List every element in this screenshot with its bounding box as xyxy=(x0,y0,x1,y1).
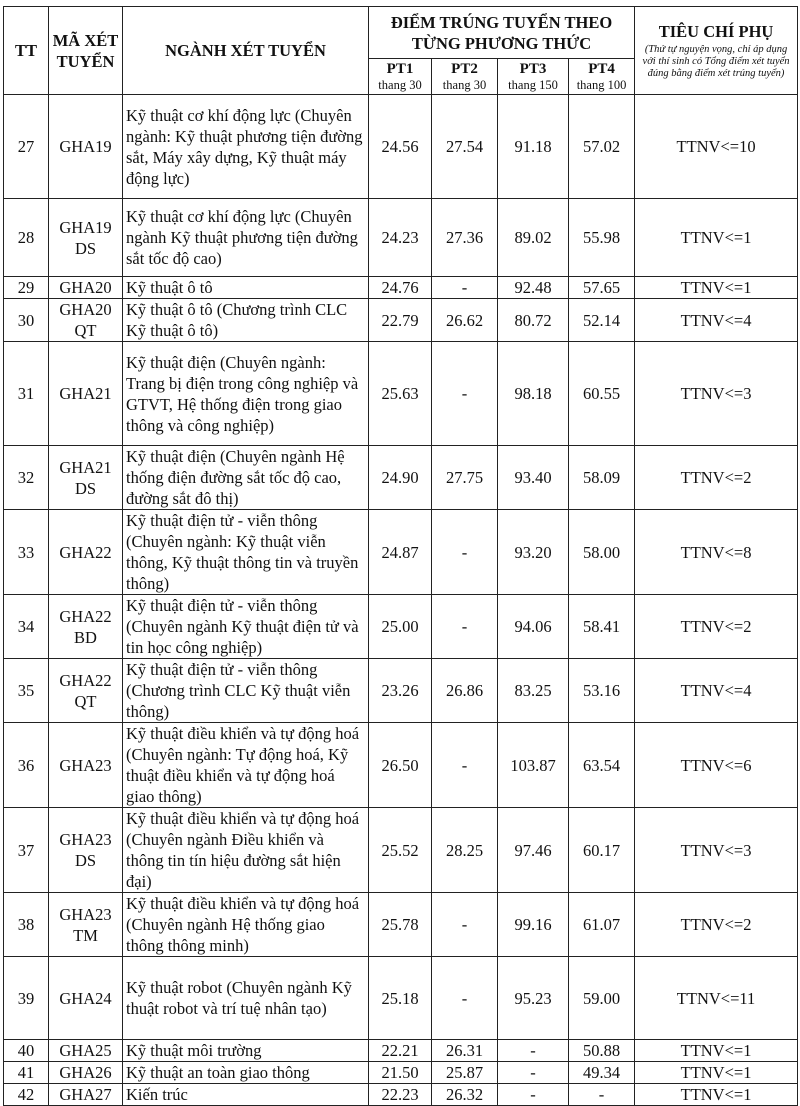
row-pt3-score: - xyxy=(498,1084,569,1106)
row-pt2-score: 25.87 xyxy=(432,1062,498,1084)
row-tt: 34 xyxy=(4,595,49,659)
table-row xyxy=(4,299,798,342)
row-pt1-score: 25.52 xyxy=(369,808,432,893)
row-code: GHA21 xyxy=(49,342,123,446)
row-pt1-score: 22.79 xyxy=(369,299,432,342)
admission-score-table xyxy=(3,6,798,1106)
row-criteria: TTNV<=1 xyxy=(635,1040,798,1062)
row-pt4-score: 61.07 xyxy=(569,893,635,957)
row-pt3-score: 98.18 xyxy=(498,342,569,446)
row-pt4-score: 57.65 xyxy=(569,277,635,299)
row-criteria: TTNV<=11 xyxy=(635,957,798,1040)
row-criteria: TTNV<=10 xyxy=(635,95,798,199)
table-row xyxy=(4,595,798,659)
table-row xyxy=(4,510,798,595)
row-code: GHA23 TM xyxy=(49,893,123,957)
table-row xyxy=(4,199,798,277)
row-pt3-score: 89.02 xyxy=(498,199,569,277)
row-pt4-score: 57.02 xyxy=(569,95,635,199)
row-pt4-score: 58.09 xyxy=(569,446,635,510)
row-criteria: TTNV<=4 xyxy=(635,299,798,342)
header-method-pt3 xyxy=(498,59,569,95)
row-pt1-score: 21.50 xyxy=(369,1062,432,1084)
row-pt4-score: 49.34 xyxy=(569,1062,635,1084)
row-pt3-score: 99.16 xyxy=(498,893,569,957)
row-pt3-score: 93.40 xyxy=(498,446,569,510)
header-tt: TT xyxy=(4,7,49,95)
row-pt2-score: 26.62 xyxy=(432,299,498,342)
row-pt4-score: 50.88 xyxy=(569,1040,635,1062)
table-row xyxy=(4,893,798,957)
row-major: Kỹ thuật ô tô (Chương trình CLC Kỹ thuật ô tô) xyxy=(123,299,369,342)
row-tt: 30 xyxy=(4,299,49,342)
table-row xyxy=(4,659,798,723)
table-row xyxy=(4,723,798,808)
table-row xyxy=(4,95,798,199)
row-criteria: TTNV<=1 xyxy=(635,1062,798,1084)
table-row xyxy=(4,446,798,510)
row-code: GHA27 xyxy=(49,1084,123,1106)
row-tt: 35 xyxy=(4,659,49,723)
row-tt: 33 xyxy=(4,510,49,595)
row-pt3-score: - xyxy=(498,1040,569,1062)
row-major: Kỹ thuật điều khiển và tự động hoá (Chuyên ngành Điều khiển và thông tin tín hiệu đường sắt hiện đại) xyxy=(123,808,369,893)
row-pt4-score: 52.14 xyxy=(569,299,635,342)
row-major: Kỹ thuật ô tô xyxy=(123,277,369,299)
row-pt3-score: 92.48 xyxy=(498,277,569,299)
row-code: GHA23 xyxy=(49,723,123,808)
row-code: GHA20 QT xyxy=(49,299,123,342)
row-pt3-score: 97.46 xyxy=(498,808,569,893)
row-criteria: TTNV<=4 xyxy=(635,659,798,723)
row-pt3-score: - xyxy=(498,1062,569,1084)
row-major: Kỹ thuật môi trường xyxy=(123,1040,369,1062)
row-code: GHA22 BD xyxy=(49,595,123,659)
row-pt1-score: 25.18 xyxy=(369,957,432,1040)
row-pt4-score: 59.00 xyxy=(569,957,635,1040)
row-major: Kỹ thuật điện (Chuyên ngành: Trang bị điện trong công nghiệp và GTVT, Hệ thống điện trong giao thông và công nghiệp) xyxy=(123,342,369,446)
row-code: GHA21 DS xyxy=(49,446,123,510)
row-major: Kiến trúc xyxy=(123,1084,369,1106)
row-pt2-score: - xyxy=(432,957,498,1040)
header-criteria-note: (Thứ tự nguyện vọng, chỉ áp dụng với thí sinh có Tổng điểm xét tuyển đúng bằng điểm xét trúng tuyển) xyxy=(642,44,790,79)
row-code: GHA25 xyxy=(49,1040,123,1062)
row-tt: 28 xyxy=(4,199,49,277)
row-pt4-score: 58.00 xyxy=(569,510,635,595)
row-code: GHA22 xyxy=(49,510,123,595)
table-row xyxy=(4,1062,798,1084)
header-score-group: ĐIỂM TRÚNG TUYỂN THEO TỪNG PHƯƠNG THỨC xyxy=(369,7,635,59)
row-tt: 32 xyxy=(4,446,49,510)
row-major: Kỹ thuật cơ khí động lực (Chuyên ngành: Kỹ thuật phương tiện đường sắt, Máy xây dựng, Kỹ thuật máy động lực) xyxy=(123,95,369,199)
row-pt1-score: 24.23 xyxy=(369,199,432,277)
row-pt2-score: 26.86 xyxy=(432,659,498,723)
row-pt2-score: - xyxy=(432,893,498,957)
row-pt2-score: - xyxy=(432,342,498,446)
row-criteria: TTNV<=3 xyxy=(635,342,798,446)
row-major: Kỹ thuật an toàn giao thông xyxy=(123,1062,369,1084)
method-scale: thang 100 xyxy=(576,77,627,92)
row-major: Kỹ thuật điện tử - viễn thông (Chuyên ngành: Kỹ thuật viễn thông, Kỹ thuật thông tin và truyền thông) xyxy=(123,510,369,595)
method-name: PT1 xyxy=(386,60,414,77)
row-code: GHA26 xyxy=(49,1062,123,1084)
row-pt4-score: 60.55 xyxy=(569,342,635,446)
row-major: Kỹ thuật điện (Chuyên ngành Hệ thống điện đường sắt tốc độ cao, đường sắt đô thị) xyxy=(123,446,369,510)
row-pt1-score: 24.76 xyxy=(369,277,432,299)
header-method-pt2 xyxy=(432,59,498,95)
row-pt1-score: 24.90 xyxy=(369,446,432,510)
row-pt2-score: 26.32 xyxy=(432,1084,498,1106)
row-tt: 31 xyxy=(4,342,49,446)
row-pt2-score: - xyxy=(432,510,498,595)
row-major: Kỹ thuật điện tử - viễn thông (Chương trình CLC Kỹ thuật viễn thông) xyxy=(123,659,369,723)
row-criteria: TTNV<=2 xyxy=(635,595,798,659)
row-pt3-score: 95.23 xyxy=(498,957,569,1040)
table-body xyxy=(4,95,798,1106)
row-tt: 36 xyxy=(4,723,49,808)
row-pt2-score: - xyxy=(432,723,498,808)
table-row xyxy=(4,957,798,1040)
row-pt2-score: 26.31 xyxy=(432,1040,498,1062)
row-pt4-score: 55.98 xyxy=(569,199,635,277)
row-pt1-score: 25.63 xyxy=(369,342,432,446)
row-pt4-score: 53.16 xyxy=(569,659,635,723)
row-tt: 29 xyxy=(4,277,49,299)
method-name: PT3 xyxy=(519,60,547,77)
row-code: GHA19 DS xyxy=(49,199,123,277)
header-method-pt1 xyxy=(369,59,432,95)
method-scale: thang 30 xyxy=(378,77,422,92)
row-pt1-score: 25.78 xyxy=(369,893,432,957)
row-pt1-score: 24.87 xyxy=(369,510,432,595)
row-pt3-score: 93.20 xyxy=(498,510,569,595)
row-pt1-score: 22.21 xyxy=(369,1040,432,1062)
row-tt: 42 xyxy=(4,1084,49,1106)
row-code: GHA19 xyxy=(49,95,123,199)
method-scale: thang 30 xyxy=(442,77,487,92)
row-code: GHA23 DS xyxy=(49,808,123,893)
table-row xyxy=(4,1084,798,1106)
row-pt3-score: 83.25 xyxy=(498,659,569,723)
method-scale: thang 150 xyxy=(508,77,558,92)
row-pt3-score: 80.72 xyxy=(498,299,569,342)
row-pt4-score: - xyxy=(569,1084,635,1106)
row-code: GHA24 xyxy=(49,957,123,1040)
header-criteria xyxy=(635,7,798,95)
method-name: PT4 xyxy=(588,60,615,77)
row-tt: 37 xyxy=(4,808,49,893)
row-pt1-score: 24.56 xyxy=(369,95,432,199)
row-pt2-score: 27.75 xyxy=(432,446,498,510)
row-pt4-score: 63.54 xyxy=(569,723,635,808)
row-pt1-score: 26.50 xyxy=(369,723,432,808)
row-pt1-score: 23.26 xyxy=(369,659,432,723)
row-pt3-score: 103.87 xyxy=(498,723,569,808)
table-row xyxy=(4,342,798,446)
row-criteria: TTNV<=3 xyxy=(635,808,798,893)
row-major: Kỹ thuật robot (Chuyên ngành Kỹ thuật robot và trí tuệ nhân tạo) xyxy=(123,957,369,1040)
table-row xyxy=(4,1040,798,1062)
row-criteria: TTNV<=1 xyxy=(635,199,798,277)
row-criteria: TTNV<=8 xyxy=(635,510,798,595)
row-criteria: TTNV<=2 xyxy=(635,893,798,957)
row-pt2-score: 27.36 xyxy=(432,199,498,277)
row-tt: 41 xyxy=(4,1062,49,1084)
row-tt: 27 xyxy=(4,95,49,199)
row-major: Kỹ thuật điều khiển và tự động hoá (Chuyên ngành Hệ thống giao thông thông minh) xyxy=(123,893,369,957)
table-header xyxy=(4,7,798,95)
row-code: GHA20 xyxy=(49,277,123,299)
row-pt2-score: 27.54 xyxy=(432,95,498,199)
row-code: GHA22 QT xyxy=(49,659,123,723)
row-criteria: TTNV<=1 xyxy=(635,1084,798,1106)
row-major: Kỹ thuật điều khiển và tự động hoá (Chuyên ngành: Tự động hoá, Kỹ thuật điều khiển và tự động hoá giao thông) xyxy=(123,723,369,808)
row-tt: 39 xyxy=(4,957,49,1040)
row-pt1-score: 22.23 xyxy=(369,1084,432,1106)
row-criteria: TTNV<=6 xyxy=(635,723,798,808)
row-pt4-score: 58.41 xyxy=(569,595,635,659)
table-row xyxy=(4,277,798,299)
row-major: Kỹ thuật điện tử - viễn thông (Chuyên ngành Kỹ thuật điện tử và tin học công nghiệp) xyxy=(123,595,369,659)
row-pt2-score: - xyxy=(432,277,498,299)
row-pt2-score: - xyxy=(432,595,498,659)
header-method-pt4 xyxy=(569,59,635,95)
row-major: Kỹ thuật cơ khí động lực (Chuyên ngành Kỹ thuật phương tiện đường sắt tốc độ cao) xyxy=(123,199,369,277)
method-name: PT2 xyxy=(451,60,478,77)
row-criteria: TTNV<=2 xyxy=(635,446,798,510)
header-major: NGÀNH XÉT TUYỂN xyxy=(123,7,369,95)
header-criteria-title: TIÊU CHÍ PHỤ xyxy=(658,22,774,41)
row-pt3-score: 94.06 xyxy=(498,595,569,659)
row-pt2-score: 28.25 xyxy=(432,808,498,893)
table-row xyxy=(4,808,798,893)
header-code: MÃ XÉT TUYỂN xyxy=(49,7,123,95)
row-pt3-score: 91.18 xyxy=(498,95,569,199)
row-tt: 40 xyxy=(4,1040,49,1062)
row-pt4-score: 60.17 xyxy=(569,808,635,893)
row-pt1-score: 25.00 xyxy=(369,595,432,659)
row-criteria: TTNV<=1 xyxy=(635,277,798,299)
row-tt: 38 xyxy=(4,893,49,957)
